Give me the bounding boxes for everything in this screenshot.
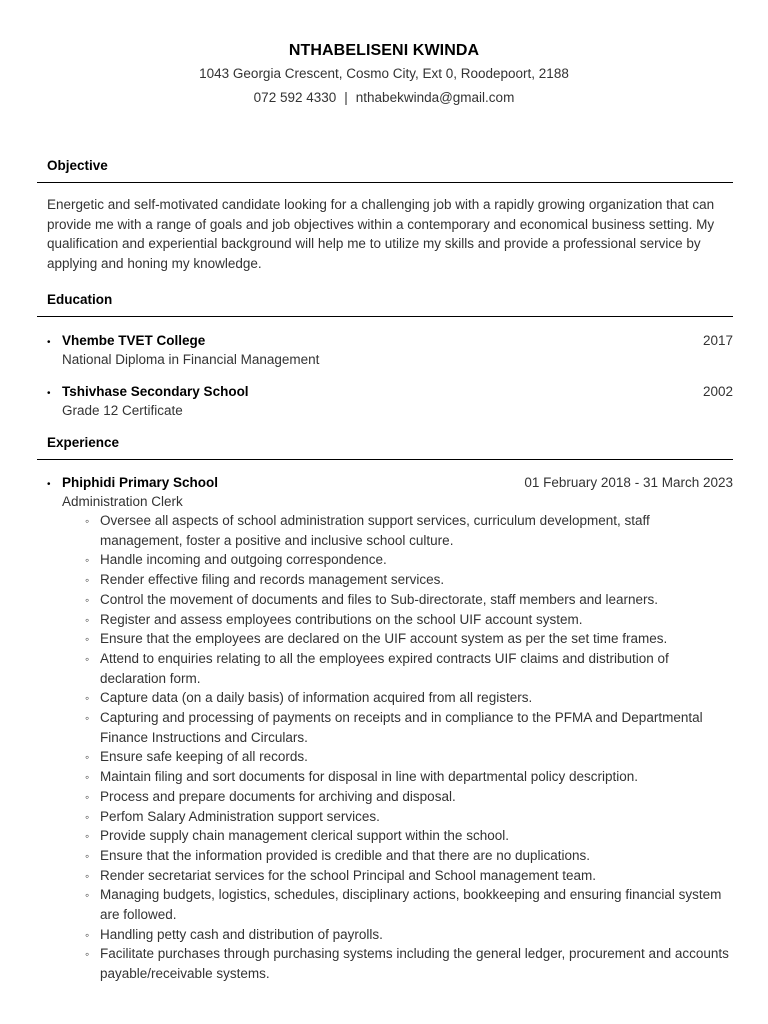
education-entry bbox=[47, 331, 733, 369]
duty-item: ◦ Facilitate purchases through purchasing systems including the general ledger, procurement and accounts payable/receivable systems. bbox=[85, 944, 733, 983]
experience-heading: Experience bbox=[47, 435, 120, 450]
phone-number: 072 592 4330 bbox=[253, 90, 337, 105]
duty-item: ◦ Ensure that the information provided is credible and that there are no duplications. bbox=[85, 846, 733, 866]
institution-name: Vhembe TVET College bbox=[62, 333, 206, 348]
contact-separator: | bbox=[344, 90, 348, 105]
education-year: 2017 bbox=[702, 333, 733, 348]
education-divider bbox=[37, 316, 733, 317]
duty-item: ◦ Capture data (on a daily basis) of information acquired from all registers. bbox=[85, 688, 733, 708]
duty-item: ◦ Handling petty cash and distribution of payrolls. bbox=[85, 925, 733, 945]
job-role: Administration Clerk bbox=[62, 494, 183, 509]
education-heading: Education bbox=[47, 292, 113, 307]
duty-item: ◦ Managing budgets, logistics, schedules, disciplinary actions, bookkeeping and ensuring financial system are followed. bbox=[85, 885, 733, 924]
duty-item: ◦ Register and assess employees contributions on the school UIF account system. bbox=[85, 610, 733, 630]
employment-dates: 01 February 2018 - 31 March 2023 bbox=[524, 475, 733, 490]
duty-item: ◦ Control the movement of documents and files to Sub-directorate, staff members and learners. bbox=[85, 590, 733, 610]
duty-item: ◦ Perfom Salary Administration support services. bbox=[85, 807, 733, 827]
bullet-icon: • bbox=[47, 479, 51, 490]
duty-item: ◦ Provide supply chain management clerical support within the school. bbox=[85, 826, 733, 846]
duty-item: ◦ Handle incoming and outgoing correspondence. bbox=[85, 550, 733, 570]
duty-item: ◦ Oversee all aspects of school administration support services, curriculum development, staff management, foster a positive and inclusive school culture. bbox=[85, 511, 733, 550]
duty-item: ◦ Ensure that the employees are declared on the UIF account system as per the set time frames. bbox=[85, 629, 733, 649]
duty-item: ◦ Ensure safe keeping of all records. bbox=[85, 747, 733, 767]
duty-item: ◦ Process and prepare documents for archiving and disposal. bbox=[85, 787, 733, 807]
duty-item: ◦ Maintain filing and sort documents for disposal in line with departmental policy description. bbox=[85, 767, 733, 787]
candidate-address: 1043 Georgia Crescent, Cosmo City, Ext 0, Roodepoort, 2188 bbox=[199, 66, 569, 81]
institution-name: Tshivhase Secondary School bbox=[62, 384, 249, 399]
duty-item: ◦ Capturing and processing of payments on receipts and in compliance to the PFMA and Departmental Finance Instructions and Circulars. bbox=[85, 708, 733, 747]
qualification: National Diploma in Financial Management bbox=[62, 352, 320, 367]
bullet-icon: • bbox=[47, 337, 51, 348]
duty-item: ◦ Attend to enquiries relating to all the employees expired contracts UIF claims and distribution of declaration form. bbox=[85, 649, 733, 688]
education-entry bbox=[47, 382, 733, 420]
candidate-name: NTHABELISENI KWINDA bbox=[288, 42, 480, 59]
objective-heading: Objective bbox=[47, 158, 108, 173]
employer-name: Phiphidi Primary School bbox=[62, 475, 219, 490]
contact-line bbox=[0, 88, 768, 108]
duties-list bbox=[47, 511, 733, 984]
email-address: nthabekwinda@gmail.com bbox=[355, 90, 515, 105]
education-year: 2002 bbox=[702, 384, 733, 399]
objective-text: Energetic and self-motivated candidate looking for a challenging job with a rapidly growing organization that can provide me with a range of goals and job objectives within a contemporary and economical business setting. My qualification and experiential background will help me to utilize my skills and provide a professional service by applying and honing my knowledge. bbox=[47, 197, 715, 271]
experience-divider bbox=[37, 459, 733, 460]
qualification: Grade 12 Certificate bbox=[62, 403, 183, 418]
resume-header bbox=[0, 0, 768, 108]
duty-item: ◦ Render secretariat services for the school Principal and School management team. bbox=[85, 866, 733, 886]
experience-entry bbox=[47, 473, 733, 984]
objective-divider bbox=[37, 182, 733, 183]
bullet-icon: • bbox=[47, 388, 51, 399]
duty-item: ◦ Render effective filing and records management services. bbox=[85, 570, 733, 590]
